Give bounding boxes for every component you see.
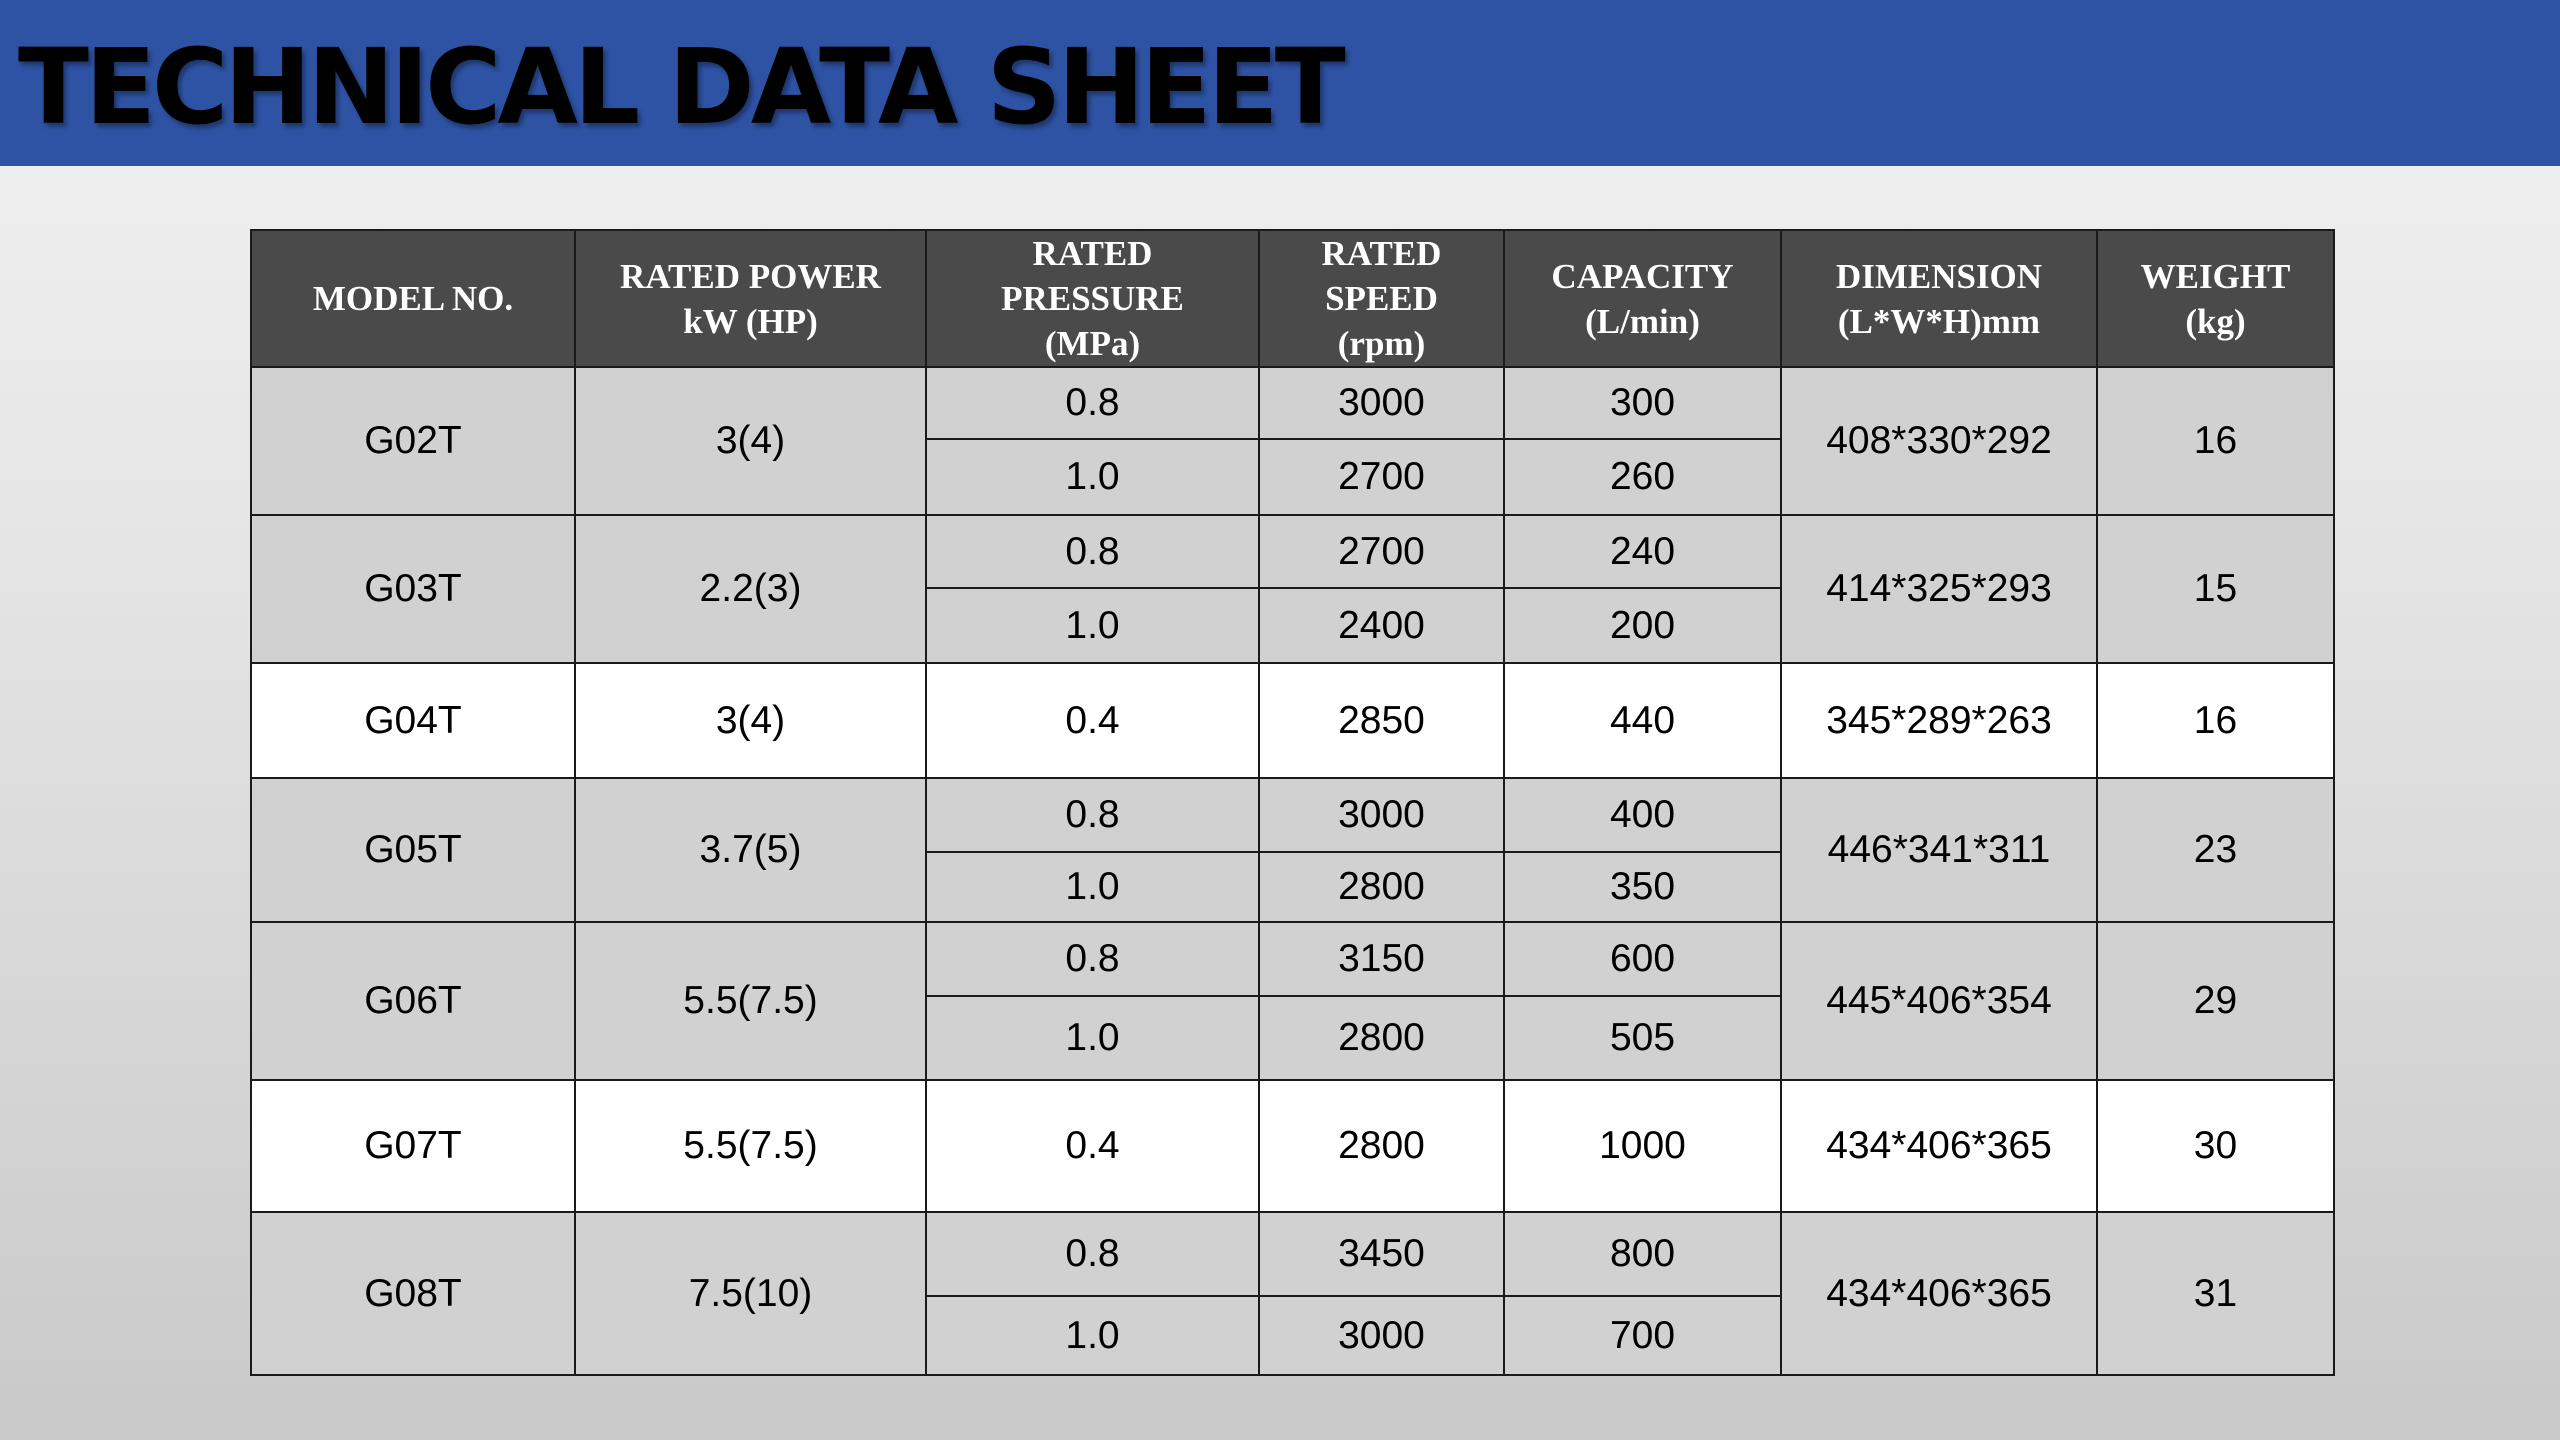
header-line: RATED: [1032, 234, 1153, 273]
dimension-cell: 345*289*263: [1781, 663, 2097, 778]
pressure-cell: 1.0: [926, 1296, 1259, 1375]
pressure-cell: 0.8: [926, 922, 1259, 996]
speed-cell: 2700: [1259, 439, 1504, 515]
header-dimension: [1781, 230, 2097, 367]
capacity-cell: 350: [1504, 852, 1781, 922]
pressure-cell: 0.4: [926, 663, 1259, 778]
table-row: [251, 663, 2334, 778]
technical-data-table: [250, 229, 2335, 1376]
weight-cell: 29: [2097, 922, 2334, 1080]
page-title: TECHNICAL DATA SHEET: [18, 26, 1342, 148]
model-cell: G04T: [251, 663, 575, 778]
speed-cell: 3000: [1259, 367, 1504, 439]
capacity-cell: 200: [1504, 588, 1781, 663]
pressure-cell: 0.8: [926, 515, 1259, 588]
header-model-no: [251, 230, 575, 367]
table-row: [251, 515, 2334, 588]
pressure-cell: 1.0: [926, 439, 1259, 515]
power-cell: 2.2(3): [575, 515, 926, 663]
weight-cell: 30: [2097, 1080, 2334, 1212]
pressure-cell: 0.4: [926, 1080, 1259, 1212]
pressure-cell: 0.8: [926, 367, 1259, 439]
header-weight: [2097, 230, 2334, 367]
dimension-cell: 446*341*311: [1781, 778, 2097, 922]
speed-cell: 3000: [1259, 1296, 1504, 1375]
speed-cell: 3150: [1259, 922, 1504, 996]
capacity-cell: 260: [1504, 439, 1781, 515]
dimension-cell: 408*330*292: [1781, 367, 2097, 515]
capacity-cell: 700: [1504, 1296, 1781, 1375]
model-cell: G03T: [251, 515, 575, 663]
table-row: [251, 367, 2334, 439]
capacity-cell: 505: [1504, 996, 1781, 1080]
capacity-cell: 1000: [1504, 1080, 1781, 1212]
pressure-cell: 1.0: [926, 852, 1259, 922]
speed-cell: 2800: [1259, 996, 1504, 1080]
weight-cell: 16: [2097, 367, 2334, 515]
speed-cell: 2400: [1259, 588, 1504, 663]
speed-cell: 2700: [1259, 515, 1504, 588]
dimension-cell: 434*406*365: [1781, 1080, 2097, 1212]
header-rated-power: [575, 230, 926, 367]
header-capacity: [1504, 230, 1781, 367]
header-line: (L/min): [1585, 301, 1700, 341]
power-cell: 5.5(7.5): [575, 922, 926, 1080]
model-cell: G06T: [251, 922, 575, 1080]
table-row: [251, 1080, 2334, 1212]
pressure-cell: 1.0: [926, 996, 1259, 1080]
speed-cell: 2800: [1259, 1080, 1504, 1212]
power-cell: 3(4): [575, 367, 926, 515]
title-bar: [0, 0, 2560, 166]
table-header-row: [251, 230, 2334, 367]
weight-cell: 15: [2097, 515, 2334, 663]
header-line: WEIGHT: [2140, 256, 2291, 296]
header-line: RATED POWER: [620, 256, 881, 296]
speed-cell: 3450: [1259, 1212, 1504, 1296]
table-row: [251, 778, 2334, 852]
pressure-cell: 0.8: [926, 1212, 1259, 1296]
table-row: [251, 1212, 2334, 1296]
speed-cell: 3000: [1259, 778, 1504, 852]
weight-cell: 16: [2097, 663, 2334, 778]
header-line: DIMENSION: [1835, 256, 2043, 296]
dimension-cell: 445*406*354: [1781, 922, 2097, 1080]
capacity-cell: 300: [1504, 367, 1781, 439]
capacity-cell: 240: [1504, 515, 1781, 588]
header-line: PRESSURE: [1001, 279, 1184, 318]
header-rated-pressure: [926, 230, 1259, 367]
header-line: MODEL NO.: [312, 279, 514, 318]
power-cell: 7.5(10): [575, 1212, 926, 1375]
pressure-cell: 0.8: [926, 778, 1259, 852]
pressure-cell: 1.0: [926, 588, 1259, 663]
power-cell: 3(4): [575, 663, 926, 778]
model-cell: G07T: [251, 1080, 575, 1212]
speed-cell: 2850: [1259, 663, 1504, 778]
table-row: [251, 922, 2334, 996]
capacity-cell: 800: [1504, 1212, 1781, 1296]
header-line: (L*W*H)mm: [1837, 301, 2041, 341]
header-rated-speed: [1259, 230, 1504, 367]
model-cell: G08T: [251, 1212, 575, 1375]
header-line: CAPACITY: [1551, 256, 1734, 296]
weight-cell: 23: [2097, 778, 2334, 922]
power-cell: 5.5(7.5): [575, 1080, 926, 1212]
dimension-cell: 414*325*293: [1781, 515, 2097, 663]
dimension-cell: 434*406*365: [1781, 1212, 2097, 1375]
header-line: RATED: [1321, 234, 1442, 273]
capacity-cell: 440: [1504, 663, 1781, 778]
header-line: (rpm): [1337, 324, 1426, 363]
header-line: kW (HP): [683, 301, 818, 341]
header-line: SPEED: [1325, 279, 1438, 318]
capacity-cell: 400: [1504, 778, 1781, 852]
model-cell: G05T: [251, 778, 575, 922]
weight-cell: 31: [2097, 1212, 2334, 1375]
capacity-cell: 600: [1504, 922, 1781, 996]
speed-cell: 2800: [1259, 852, 1504, 922]
header-line: (kg): [2185, 301, 2246, 341]
power-cell: 3.7(5): [575, 778, 926, 922]
model-cell: G02T: [251, 367, 575, 515]
header-line: (MPa): [1044, 324, 1141, 363]
